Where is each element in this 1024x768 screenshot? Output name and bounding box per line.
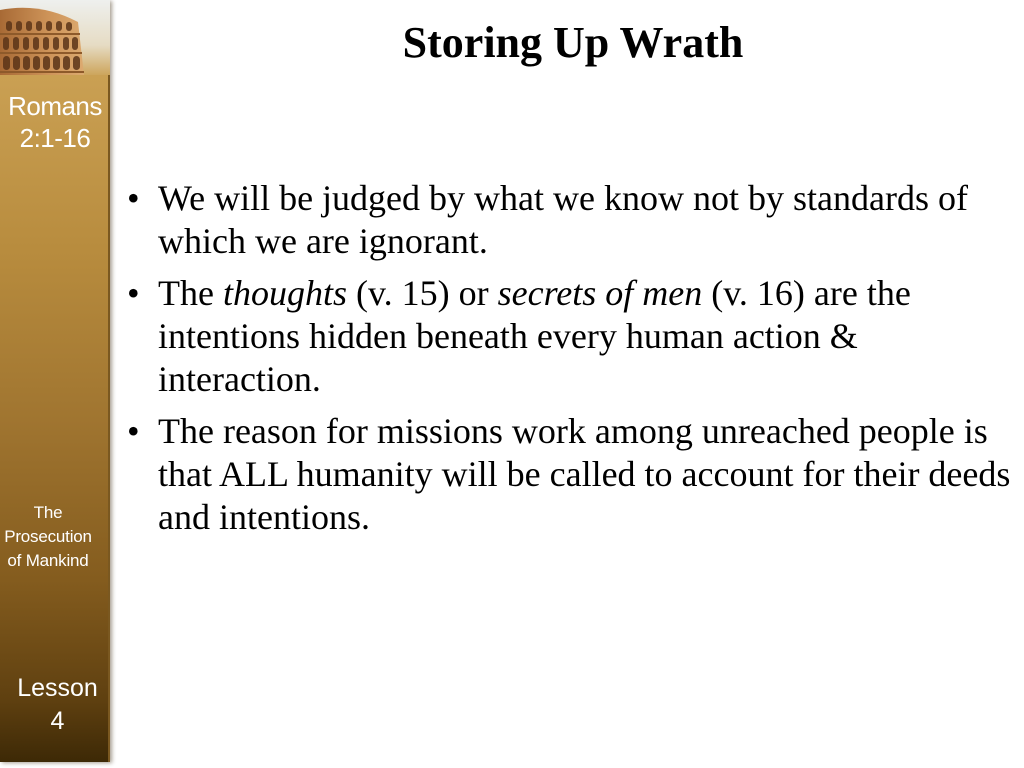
bullet-text: We will be judged by what we know not by standards of which we are ignorant. <box>158 178 968 261</box>
lesson-word: Lesson <box>17 674 98 702</box>
bullet-item <box>158 177 1020 263</box>
series-title-line: Prosecution <box>4 527 92 546</box>
lesson-label <box>5 672 110 738</box>
series-title <box>0 501 96 573</box>
bullet-item <box>158 410 1020 539</box>
bullet-marker <box>127 177 140 220</box>
bullet-text: The reason for missions work among unreached people is that ALL humanity will be called to account for their deeds and intentions. <box>158 411 1011 537</box>
bullet-item <box>158 272 1020 401</box>
series-title-line: of Mankind <box>7 551 89 570</box>
bullet-marker <box>127 272 140 315</box>
slide-title: Storing Up Wrath <box>402 18 744 67</box>
bullet-list <box>158 177 1020 548</box>
bullet-marker <box>127 410 140 453</box>
bullet-text: The <box>158 273 223 313</box>
bullet-emphasis: thoughts <box>222 273 347 313</box>
bullet-text: (v. 16) are the intentions hidden beneath every human action & interaction. <box>158 273 911 399</box>
scripture-reference <box>0 90 110 154</box>
lesson-number: 4 <box>50 707 65 735</box>
colosseum-image <box>0 0 110 75</box>
bullet-emphasis: secrets of men <box>497 273 703 313</box>
scripture-verses: 2:1-16 <box>19 123 91 153</box>
sidebar <box>0 0 110 762</box>
series-title-line: The <box>33 503 63 522</box>
scripture-book: Romans <box>8 91 102 121</box>
bullet-text: (v. 15) or <box>346 273 498 313</box>
